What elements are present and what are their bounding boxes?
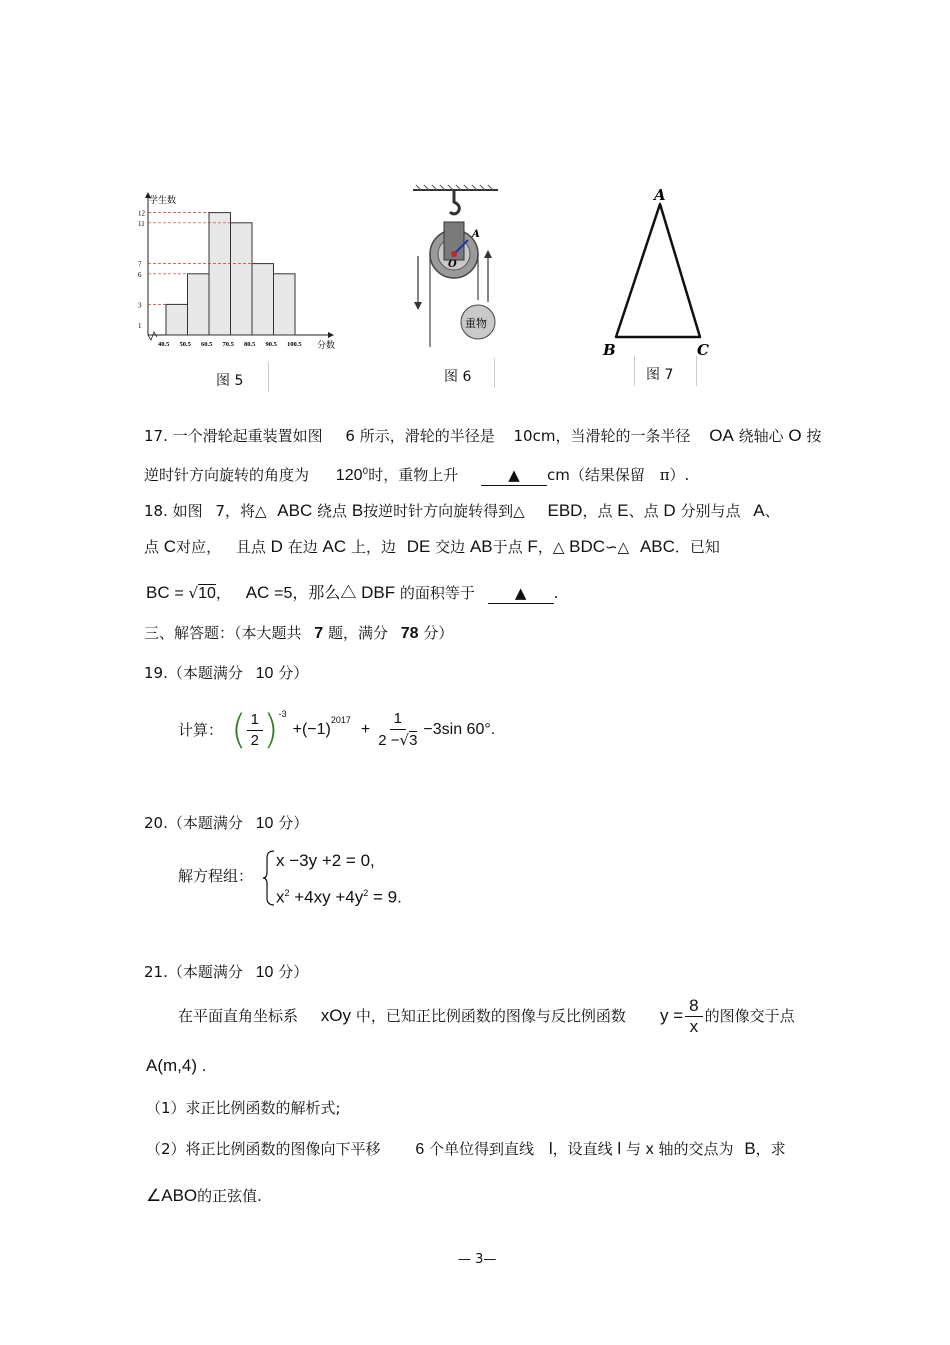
y-axis-label: 学生数 [149,196,177,206]
q18-line1: 18. 如图 7，将△ ABC 绕点 B按逆时针方向旋转得到△ EBD，点 E、点 D 分别与点 A、 [144,501,780,520]
label-A: A [654,186,666,204]
figure-7-caption: 图 7 [646,367,674,383]
x-axis-arrow [328,332,334,338]
histogram-bar [274,274,296,335]
figure-5-histogram [140,190,340,355]
q20-equation-2: $x^2 +4xy +4y^2 = 9$. [276,887,402,907]
x-tick-label: 80.5 [244,341,256,348]
x-tick-label: 40.5 [158,341,170,348]
histogram-bar [188,274,210,335]
q17-line2: 逆时针方向旋转的角度为 $120^0$时，重物上升 ▲ cm（结果保留 π）. [144,466,690,484]
y-tick-label: 6 [138,270,142,279]
q19-heading: 19.（本题满分 10 分） [144,664,309,682]
section-3-heading: 三、解答题：（本大题共 7 题，满分 78 分） [144,624,454,642]
q21-part-2-cont: ∠ABO的正弦值. [146,1186,262,1205]
histogram-bar [166,304,188,335]
histogram-bar [209,213,231,335]
q18-line2: 点 C对应， 且点 D 在边 AC 上，边 DE 交边 AB于点 F，△ BDC∽△ ABC．已知 [144,537,720,556]
page-number: — 3— [458,1252,497,1267]
q19-formula: 计算： ( $\frac{1}{2}$ ) -3 +(−1) 2017 + $\frac{1}{2 -√3}$ −3sin 60°. [178,707,496,753]
y-tick-label: 7 [138,260,142,269]
x-axis-label: 分数 [317,341,336,351]
q20-label: 解方程组： [178,867,254,885]
label-B: B [603,341,616,359]
x-tick-label: 60.5 [201,341,213,348]
x-tick-label: 70.5 [222,341,234,348]
q21-heading: 21.（本题满分 10 分） [144,963,309,981]
label-O: O [448,259,457,270]
x-tick-label: 50.5 [179,341,191,348]
q21-inverse-function: y = $\frac{8}{x}$ 的图像交于点 [660,995,795,1036]
q17-answer-blank: ▲ [481,465,547,486]
q21-point-A: A(m,4) . [146,1056,207,1075]
figure-6-pulley [408,182,503,352]
q17-line1: 17. 一个滑轮起重装置如图 6 所示，滑轮的半径是 10cm，当滑轮的一条半径 OA 绕轴心 O 按 [144,426,822,445]
q20-heading: 20.（本题满分 10 分） [144,814,309,832]
histogram-bar [231,223,253,335]
x-tick-label: 100.5 [287,341,302,348]
y-tick-label: 11 [138,219,145,228]
x-tick-label: 90.5 [265,341,277,348]
q21-line1: 在平面直角坐标系 xOy 中，已知正比例函数的图像与反比例函数 [178,1006,626,1025]
label-A: A [472,229,480,240]
q21-part-2: （2）将正比例函数的图像向下平移 6 个单位得到直线 l，设直线 l 与 x 轴的交点为 B，求 [146,1139,786,1158]
figure-7-triangle [598,182,718,362]
q18-line3: BC = √10， AC =5，那么△ DBF 的面积等于 ▲ . [146,583,559,602]
y-tick-label: 1 [138,321,142,330]
q18-answer-blank: ▲ [488,583,554,604]
q20-equation-1: x −3y +2 = 0, [276,851,375,870]
sqrt-10: √10 [188,584,216,602]
y-tick-label: 3 [138,301,142,310]
q21-part-1: （1）求正比例函数的解析式; [146,1099,341,1117]
histogram-bar [252,264,274,335]
system-brace [263,850,275,906]
label-C: C [697,341,709,359]
figure-6-caption: 图 6 [444,369,472,385]
weight-label: 重物 [465,317,487,330]
figure-5-caption: 图 5 [216,373,244,389]
axis-break [148,332,157,340]
y-tick-label: 12 [138,209,145,218]
